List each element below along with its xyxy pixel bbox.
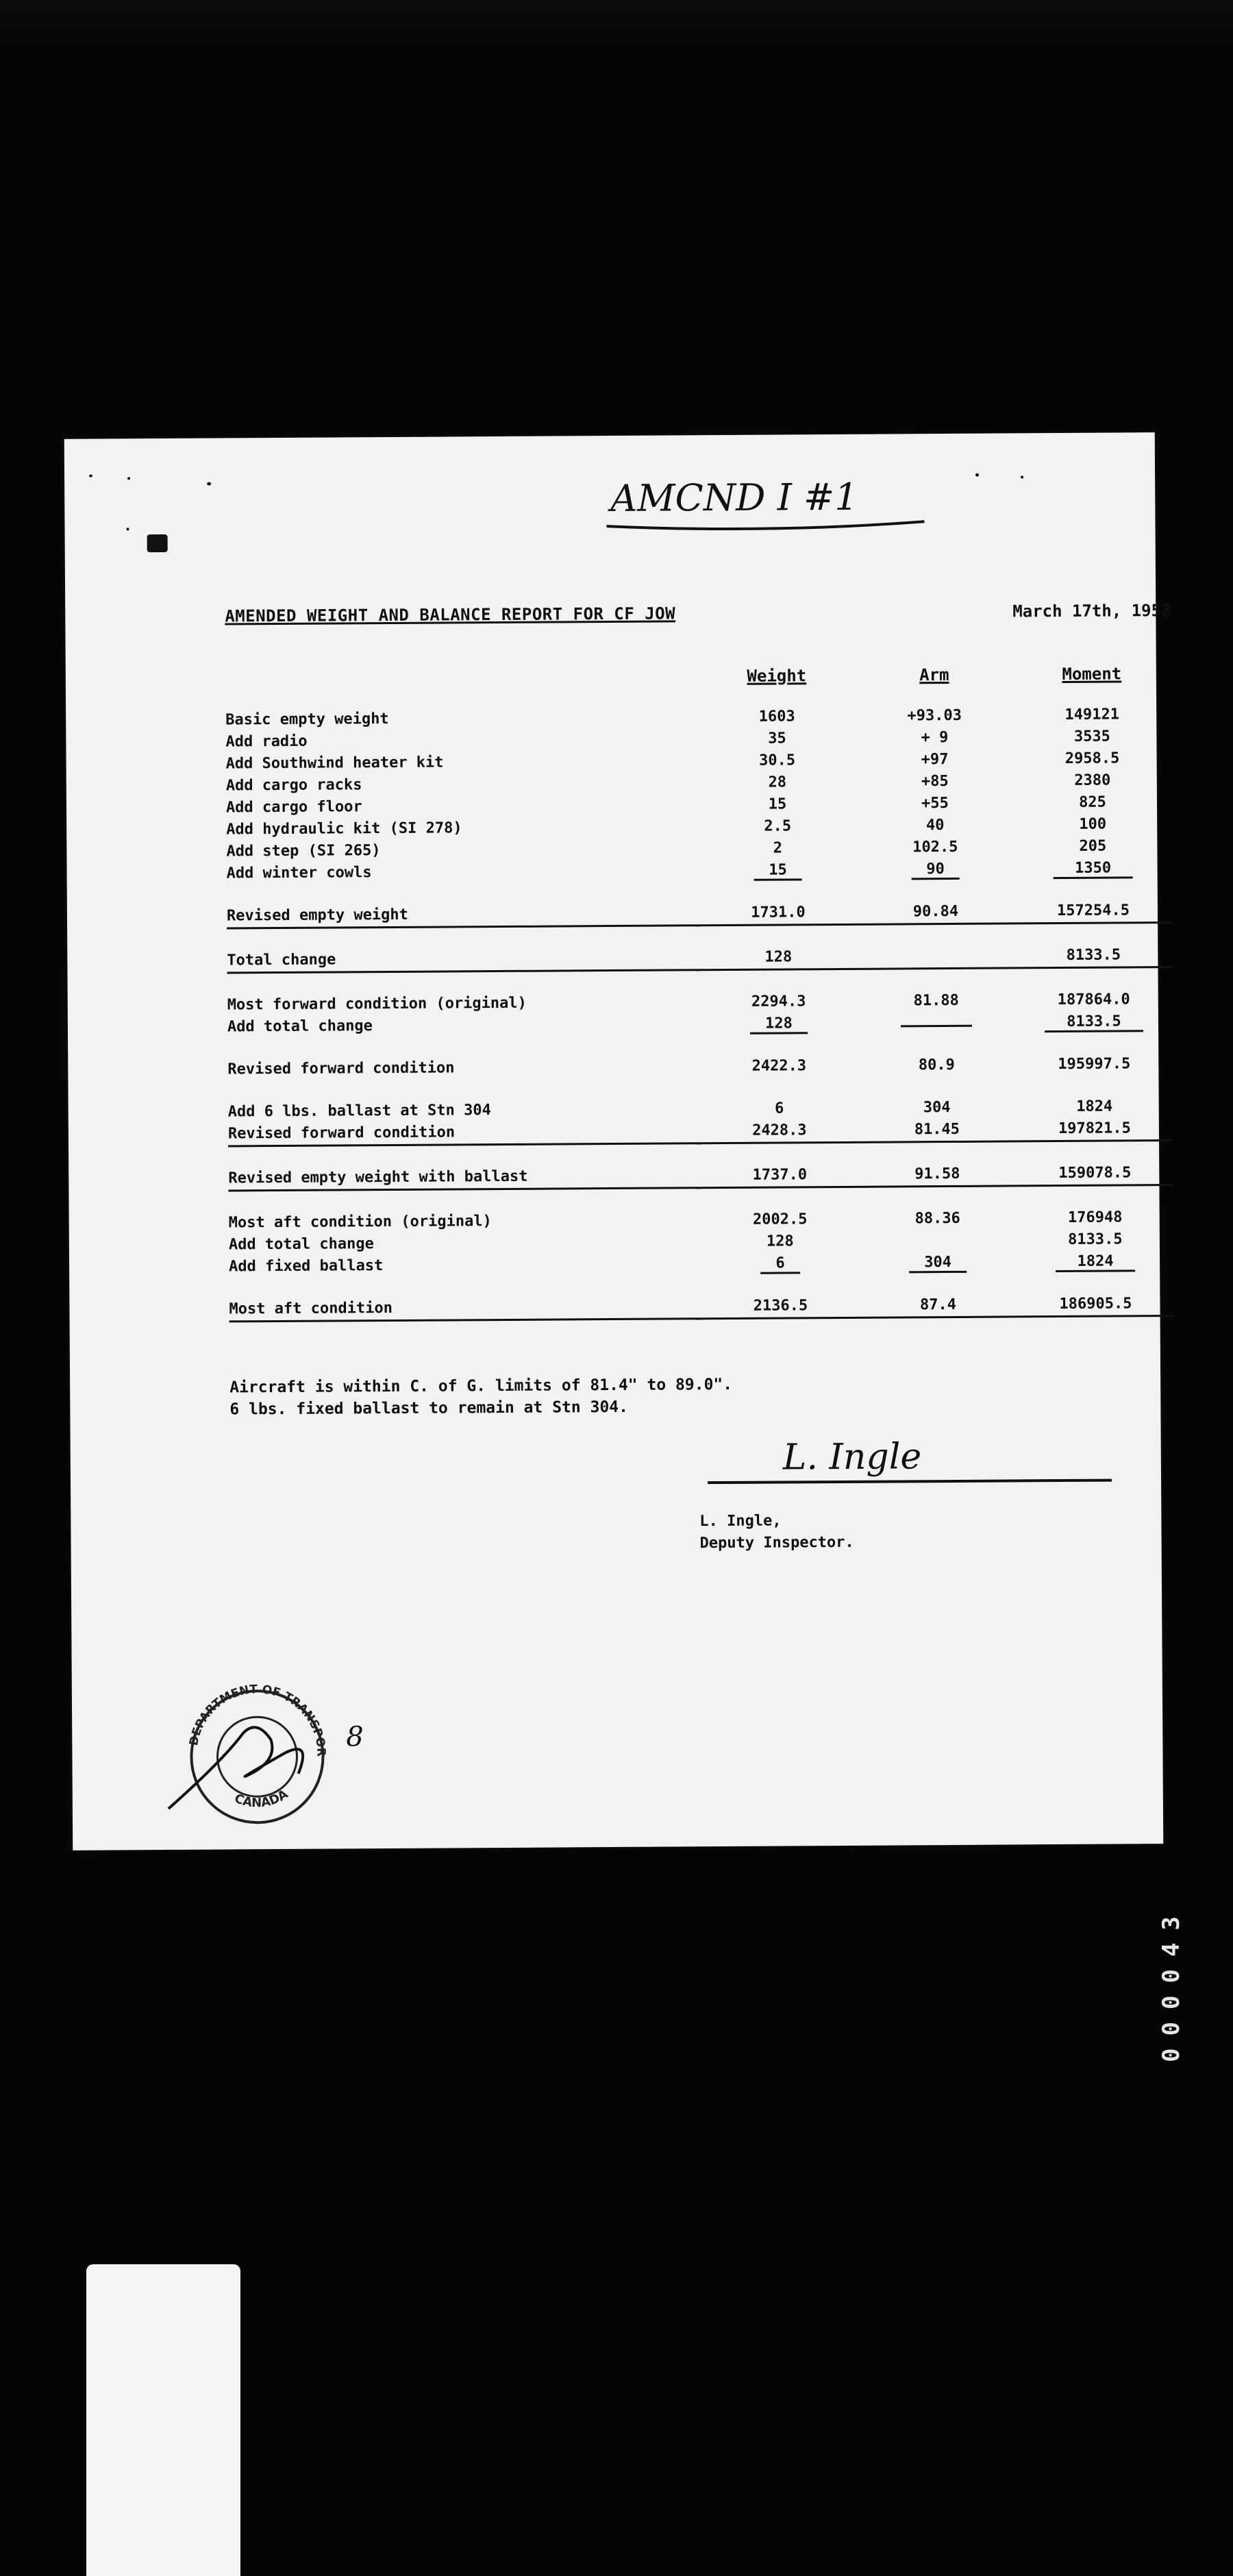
table-row: Most aft condition (original) 2002.5 88.36 176948 (228, 1209, 1123, 1232)
svg-text:DEPARTMENT OF TRANSPORT: DEPARTMENT OF TRANSPORT (187, 1683, 328, 1757)
table-row: Add 6 lbs. ballast at Stn 304 6 304 1824 (227, 1098, 1113, 1121)
signer-title: Deputy Inspector. (699, 1533, 854, 1552)
svg-text:AMCND I #1: AMCND I #1 (610, 475, 858, 521)
arm-header: Arm (919, 665, 949, 685)
report-date: March 17th, 1958 (1012, 601, 1171, 621)
svg-text:L. Ingle: L. Ingle (782, 1436, 922, 1478)
table-row: Add total change 128 8133.5 (227, 1011, 1173, 1038)
frame-number: 000043 (1158, 1904, 1185, 2062)
notes (229, 1372, 1051, 1420)
signer-block (699, 1510, 854, 1555)
table-row: Most aft condition 2136.5 87.4 186905.5 (229, 1293, 1174, 1322)
table-row: Add cargo racks 28 +85 2380 (225, 771, 1111, 795)
table-row: Add radio 35 + 9 3535 (225, 728, 1110, 751)
film-edge (0, 0, 1233, 41)
cg-limits-note: Aircraft is within C. of G. limits of 81.4" to 89.0". (229, 1375, 733, 1397)
report-header (225, 601, 1184, 626)
svg-text:CANADA: CANADA (232, 1787, 291, 1811)
department-stamp (140, 1670, 401, 1836)
table-row: Total change 128 8133.5 (227, 944, 1172, 973)
table-row: Add cargo floor 15 +55 825 (225, 793, 1106, 817)
table-row: Add winter cowls 15 90 1350 (227, 857, 1172, 884)
weight-header: Weight (747, 666, 807, 686)
table-row: Revised empty weight with ballast 1737.0 91.58 159078.5 (228, 1162, 1173, 1191)
table-row: Add total change 128 8133.5 (228, 1230, 1123, 1254)
handwritten-annotation (602, 461, 938, 538)
table-row: Most forward condition (original) 2294.3 81.88 187864.0 (227, 991, 1130, 1014)
signature (708, 1420, 1119, 1504)
column-headers (225, 664, 1171, 709)
table-row: Revised empty weight 1731.0 90.84 157254.5 (227, 900, 1172, 928)
weight-balance-table (225, 664, 1175, 1322)
table-row: Basic empty weight 1603 +93.03 149121 (225, 706, 1120, 729)
signer-name: L. Ingle, (699, 1512, 782, 1531)
ballast-note: 6 lbs. fixed ballast to remain at Stn 304. (229, 1398, 629, 1419)
report-title: AMENDED WEIGHT AND BALANCE REPORT FOR CF JOW (225, 604, 676, 626)
table-row: Add step (SI 265) 2 102.5 205 (226, 837, 1107, 860)
table-row: Revised forward condition 2428.3 81.45 197821.5 (228, 1117, 1173, 1146)
film-leader-tab (86, 2264, 240, 2576)
table-row: Add fixed ballast 6 304 1824 (229, 1250, 1174, 1278)
table-row: Revised forward condition 2422.3 80.9 195997.5 (227, 1055, 1131, 1078)
table-row: Add hydraulic kit (SI 278) 2.5 40 100 (226, 815, 1107, 839)
moment-header: Moment (1062, 664, 1122, 684)
document-sheet (64, 432, 1171, 1850)
svg-text:8: 8 (346, 1721, 364, 1753)
table-row: Add Southwind heater kit 30.5 +97 2958.5 (225, 750, 1120, 773)
